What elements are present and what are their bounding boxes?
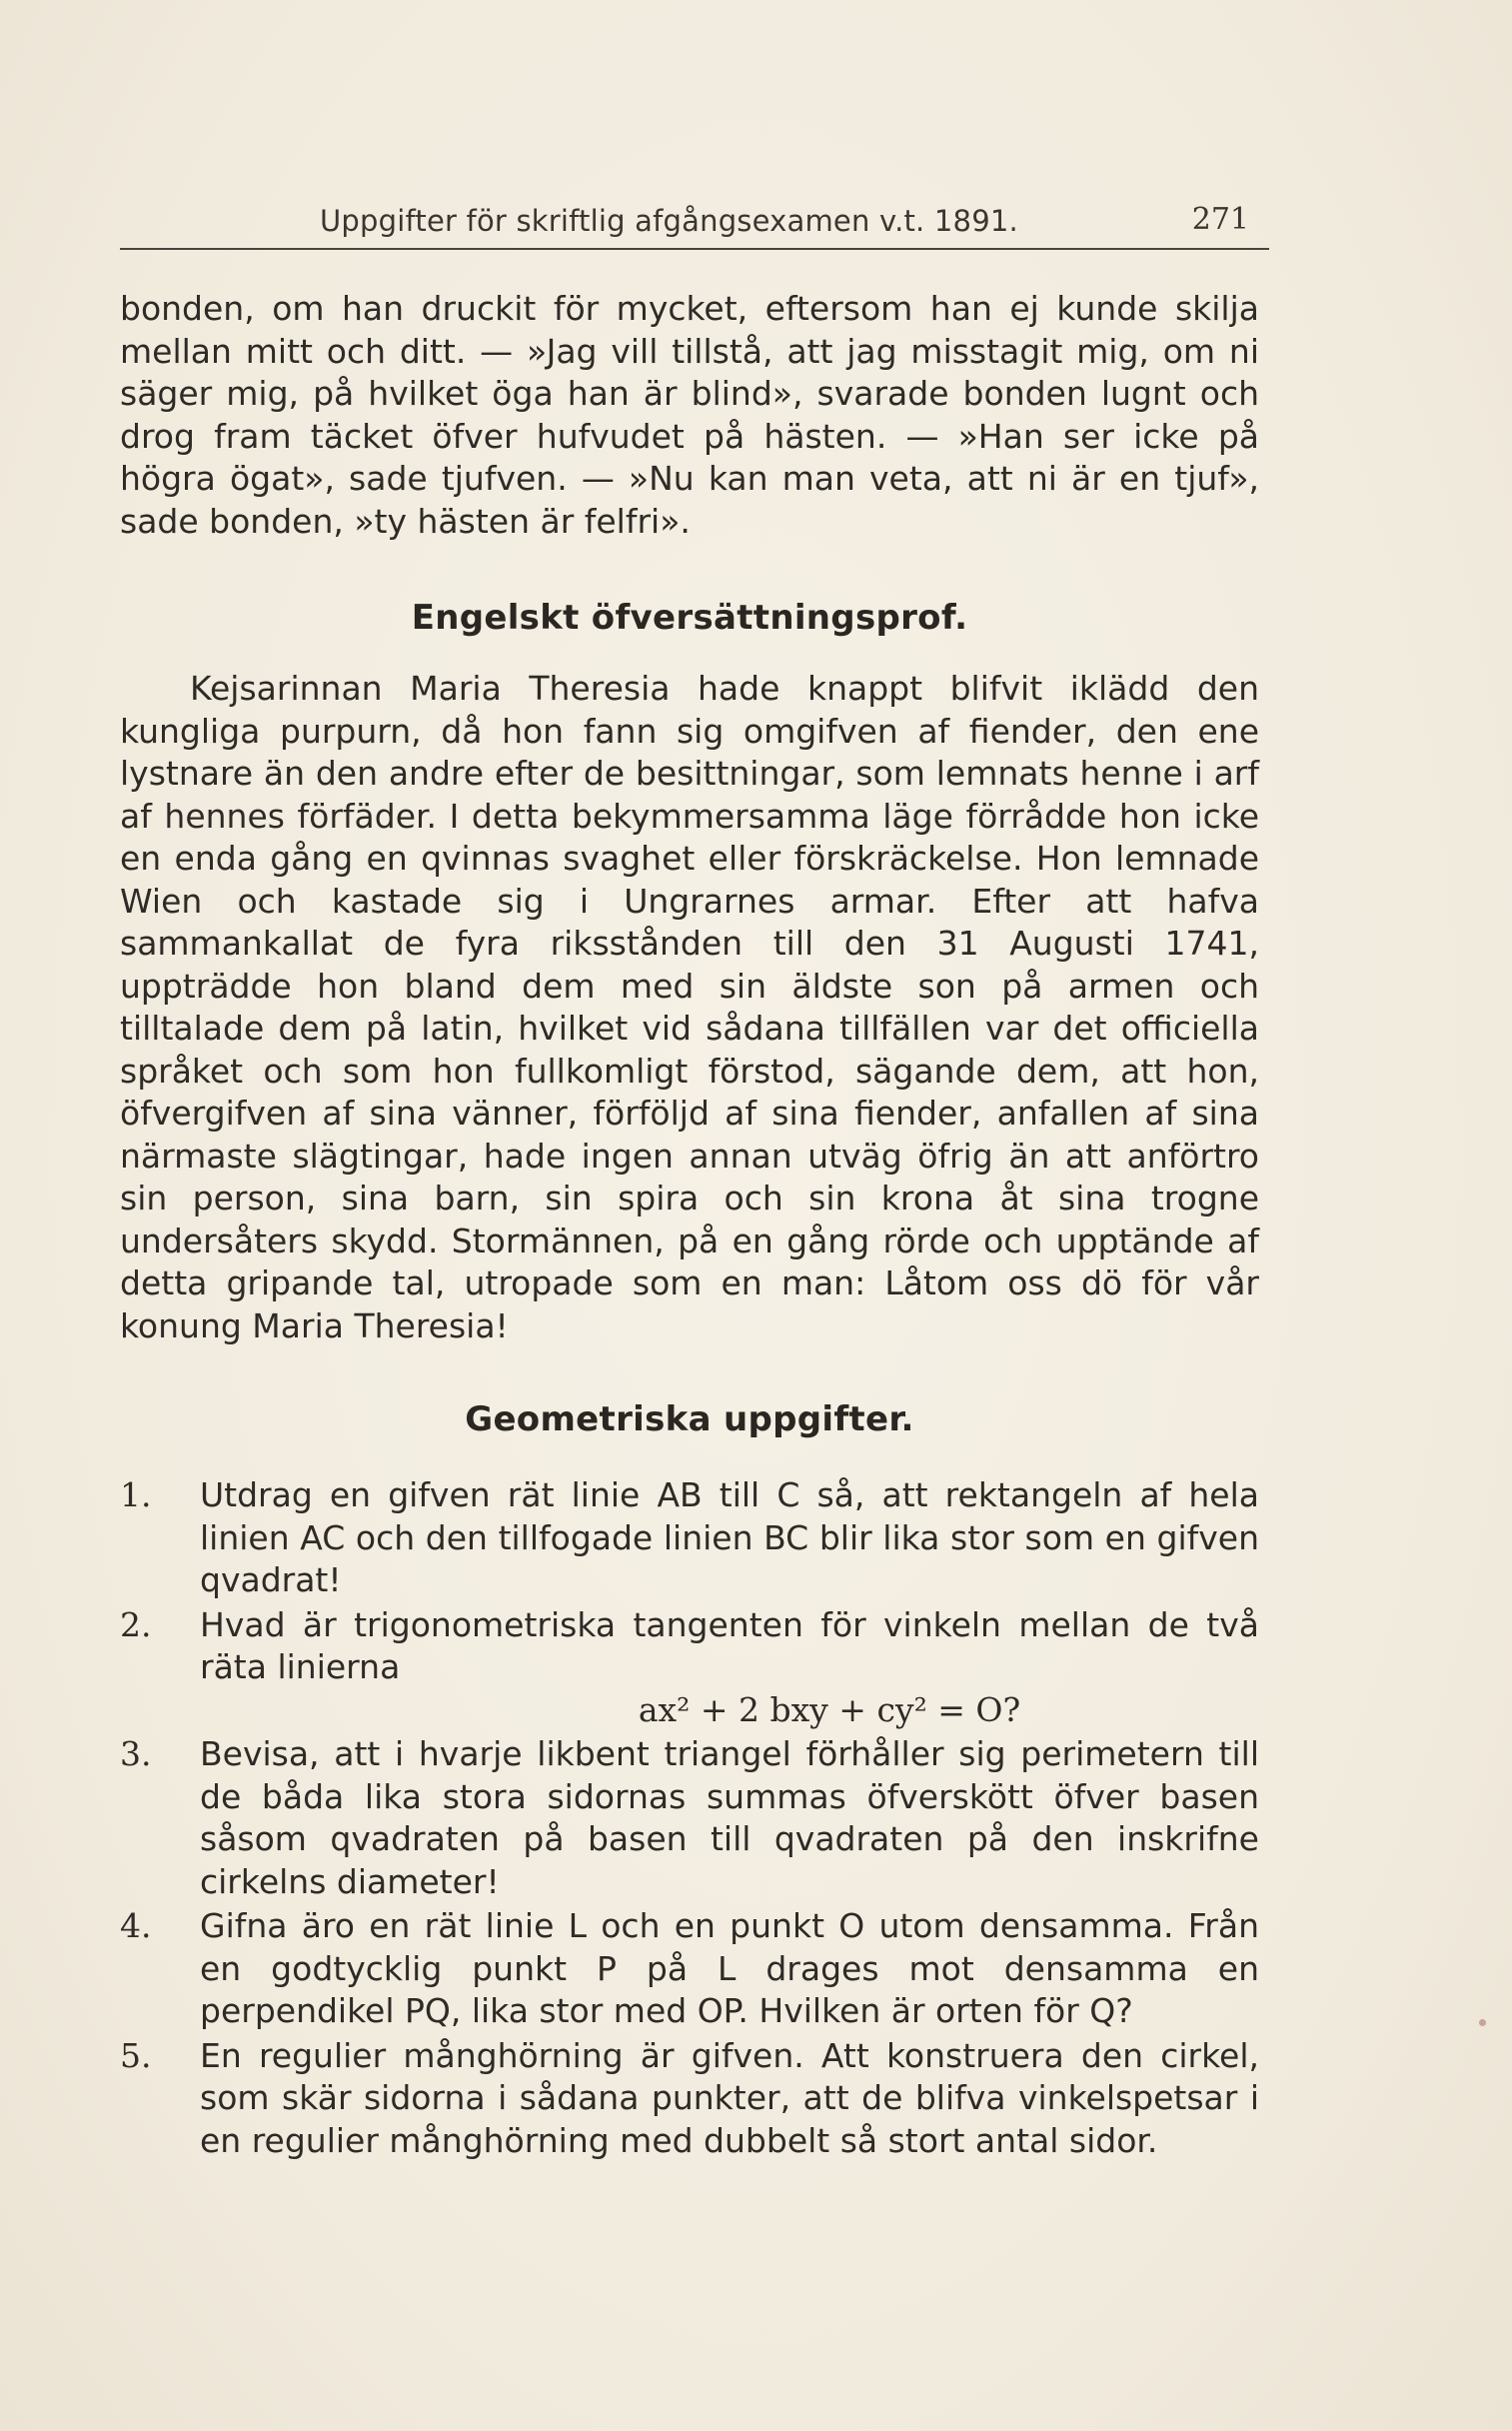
problem-text: Utdrag en gifven rät linie AB till C så, att rektangeln af hela linien AC och den tillfogade linien BC blir lika stor som en gifven qvadrat! bbox=[200, 1475, 1259, 1599]
problem-item bbox=[110, 1604, 1259, 1732]
page-number: 271 bbox=[1191, 202, 1249, 237]
problem-number: 5. bbox=[120, 2035, 152, 2075]
problem-item bbox=[110, 1733, 1259, 1903]
section-heading-geometry: Geometriska uppgifter. bbox=[465, 1399, 914, 1439]
problem-number: 2. bbox=[120, 1604, 152, 1644]
header-title: Uppgifter för skriftlig afgångsexamen v.t. 1891. bbox=[320, 204, 1018, 238]
problem-text: Bevisa, att i hvarje likbent triangel förhåller sig perimetern till de båda lika stora sidornas summas öfverskött öfver basen såsom qvadraten på basen till qvadraten på den inskrifne cirkelns diameter! bbox=[200, 1734, 1259, 1901]
section-heading-translation: Engelskt öfversättningsprof. bbox=[411, 598, 968, 638]
problem-number: 1. bbox=[120, 1475, 152, 1514]
running-header bbox=[120, 196, 1269, 250]
problem-formula: ax² + 2 bxy + cy² = O? bbox=[638, 1689, 1021, 1729]
problem-text: Hvad är trigonometriska tangenten för vinkeln mellan de två räta linierna bbox=[200, 1604, 1259, 1686]
problem-number: 4. bbox=[120, 1906, 152, 1945]
problem-item bbox=[110, 2035, 1259, 2163]
problem-item bbox=[110, 1905, 1259, 2033]
intro-paragraph: bonden, om han druckit för mycket, eftersom han ej kunde skilja mellan mitt och ditt. — »Jag vill tillstå, att jag misstagit mig, om ni säger mig, på hvilket öga han är blind», svarade bonden lugnt och drog fram täcket öfver hufvudet på hästen. — »Han ser icke på högra ögat», sade tjufven. — »Nu kan man veta, att ni är en tjuf», sade bonden, »ty hästen är felfri». bbox=[120, 289, 1259, 541]
problem-text: Gifna äro en rät linie L och en punkt O utom densamma. Från en godtycklig punkt P på L drages mot densamma en perpendikel PQ, lika stor med OP. Hvilken är orten för Q? bbox=[200, 1906, 1259, 2030]
problem-item bbox=[110, 1474, 1259, 1602]
problem-text: En regulier månghörning är gifven. Att konstruera den cirkel, som skär sidorna i sådana punkter, att de blifva vinkelspetsar i en regulier månghörning med dubbelt så stort antal sidor. bbox=[200, 2035, 1259, 2160]
paper-blemish bbox=[1479, 2019, 1486, 2026]
translation-paragraph: Kejsarinnan Maria Theresia hade knappt blifvit iklädd den kungliga purpurn, då hon fann sig omgifven af fiender, den ene lystnare än den andre efter de besittningar, som lemnats henne i arf af hennes förfäder. I detta bekymmersamma läge förrådde hon icke en enda gång en qvinnas svaghet eller förskräckelse. Hon lemnade Wien och kastade sig i Ungrarnes armar. Efter att hafva sammankallat de fyra riksstånden till den 31 Augusti 1741, uppträdde hon bland dem med sin äldste son på armen och tilltalade dem på latin, hvilket vid sådana tillfällen var det officiella språket och som hon fullkomligt förstod, sägande dem, att hon, öfvergifven af sina vänner, förföljd af sina fiender, anfallen af sina närmaste slägtingar, hade ingen annan utväg öfrig än att anförtro sin person, sina barn, sin spira och sin krona åt sina trogne undersåters skydd. Stormännen, på en gång rörde och upptände af detta gripande tal, utropade som en man: Låtom oss dö för vår konung Maria Theresia! bbox=[120, 669, 1259, 1345]
problem-number: 3. bbox=[120, 1734, 152, 1773]
geometry-problem-list bbox=[110, 1474, 1259, 2164]
